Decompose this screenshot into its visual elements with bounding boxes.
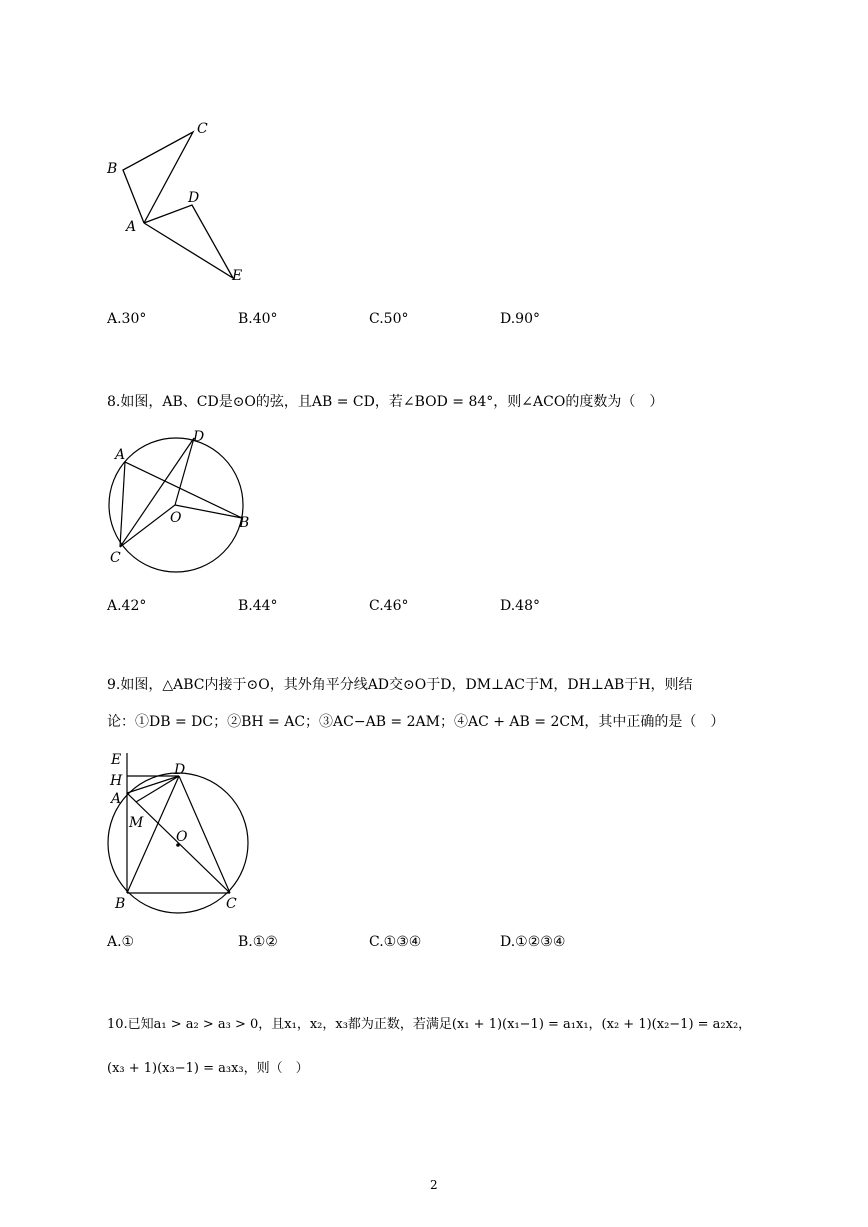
q7-figure bbox=[100, 115, 260, 290]
q7-label-a: A bbox=[126, 219, 137, 235]
q9-segment-dm bbox=[136, 776, 179, 802]
q9-segment-ad bbox=[127, 776, 179, 793]
q10-stem-line1: 10.已知a₁ > a₂ > a₃ > 0，且x₁，x₂，x₃都为正数，若满足(x₁ + 1)(x₁−1) = a₁x₁，(x₂ + 1)(x₂−1) = a₂x₂， bbox=[107, 1017, 752, 1032]
q9-option-a: A.① bbox=[107, 934, 135, 950]
q9-option-c: C.①③④ bbox=[369, 934, 422, 950]
q8-segment-ca bbox=[120, 462, 125, 547]
q7-option-b: B.40° bbox=[238, 311, 278, 327]
q9-label-m: M bbox=[129, 815, 144, 831]
q7-triangle-abc bbox=[123, 132, 193, 223]
q8-segment-ob bbox=[175, 505, 242, 518]
q9-label-d: D bbox=[174, 762, 186, 778]
q9-stem-line1: 9.如图，△ABC内接于⊙O，其外角平分线AD交⊙O于D，DM⊥AC于M，DH⊥AB于H，则结 bbox=[107, 677, 693, 693]
q8-option-b: B.44° bbox=[238, 598, 278, 614]
q8-option-a: A.42° bbox=[107, 598, 147, 614]
q9-option-d: D.①②③④ bbox=[500, 934, 566, 950]
page-number: 2 bbox=[430, 1178, 438, 1192]
q10-stem-line2: (x₃ + 1)(x₃−1) = a₃x₃，则（ ） bbox=[107, 1061, 309, 1076]
q9-figure bbox=[100, 745, 260, 915]
q7-option-a: A.30° bbox=[107, 311, 147, 327]
q7-option-c: C.50° bbox=[369, 311, 409, 327]
q9-label-e: E bbox=[111, 752, 122, 768]
q9-label-b: B bbox=[115, 896, 126, 912]
q8-label-d: D bbox=[193, 429, 205, 445]
q8-option-c: C.46° bbox=[369, 598, 409, 614]
q8-chord-ab bbox=[125, 462, 242, 518]
q8-label-a: A bbox=[115, 447, 126, 463]
q9-label-a: A bbox=[111, 791, 122, 807]
q7-triangle-ade bbox=[144, 205, 233, 278]
q8-label-b: B bbox=[239, 515, 250, 531]
q8-label-c: C bbox=[110, 550, 121, 566]
q8-label-o: O bbox=[170, 510, 182, 526]
q8-segment-co bbox=[120, 505, 175, 547]
q7-label-d: D bbox=[188, 190, 200, 206]
q8-stem: 8.如图，AB、CD是⊙O的弦，且AB = CD，若∠BOD = 84°，则∠ACO的度数为（ ） bbox=[107, 394, 664, 410]
q9-label-o: O bbox=[176, 829, 188, 845]
q9-option-b: B.①② bbox=[238, 934, 278, 950]
q9-segment-bd bbox=[127, 776, 179, 893]
q7-label-e: E bbox=[232, 268, 243, 284]
q8-chord-cd bbox=[120, 438, 194, 547]
q9-label-c: C bbox=[226, 896, 237, 912]
q8-segment-od bbox=[175, 438, 194, 505]
q7-label-b: B bbox=[107, 161, 118, 177]
q9-label-h: H bbox=[110, 773, 123, 789]
q8-figure bbox=[100, 425, 260, 575]
q9-stem-line2: 论：①DB = DC；②BH = AC；③AC−AB = 2AM；④AC + AB = 2CM，其中正确的是（ ） bbox=[107, 714, 725, 730]
q7-option-d: D.90° bbox=[500, 311, 540, 327]
q8-option-d: D.48° bbox=[500, 598, 540, 614]
q7-label-c: C bbox=[197, 121, 208, 137]
